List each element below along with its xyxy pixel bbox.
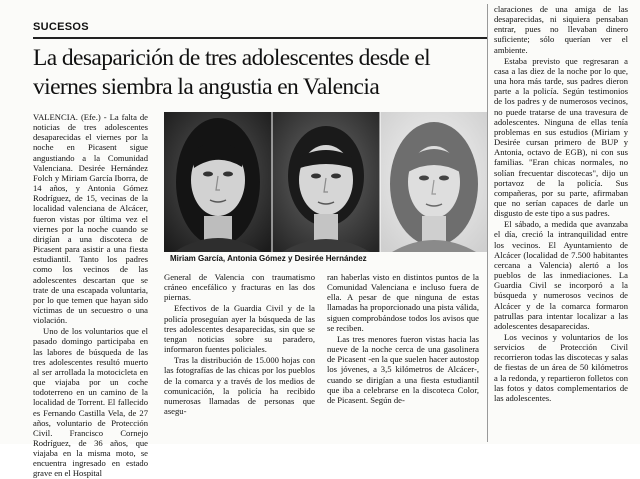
paragraph: Estaba previsto que regresaran a casa a las diez de la noche por lo que, una hora más tarde, sus padres dieron parte a la policía. Según testimonios de los padres y de numerosos vecinos, no puede tratarse de una travesura de adolescentes. Ninguna de ellas tenía problemas en sus estudios (Miriam y Desirée cursan primero de BUP y Antonia, octavo de EGB), ni con sus familias. "Eran chicas normales, no solían frecuentar discotecas", dijo un portavoz de la policía. Sus compañeras, por su parte, afirmaban que no serían capaces de darle un disgusto de este tipo a sus padres. bbox=[494, 55, 628, 219]
portrait-antonia bbox=[272, 112, 380, 252]
headline: La desaparición de tres adolescentes desde el viernes siembra la angustia en Valencia bbox=[33, 45, 431, 100]
paragraph: Tras la distribución de 15.000 hojas con las fotografías de las chicas por los pueblos de la comarca y a través de los medios de comunicación, la policía ha recibido numerosas llamadas de personas que asegu- bbox=[164, 355, 315, 417]
article-column-2 bbox=[164, 272, 315, 442]
paragraph: VALENCIA. (Efe.) - La falta de noticias de tres adolescentes desaparecidas el viernes por la noche en Picasent sigue angustiando a la Comunidad Valenciana. Desirée Hernández Folch y Miriam García Iborra, de 14 años, y Antonia Gómez Rodríguez, de 15, vecinas de la localidad valenciana de Alcácer, fueron vistas por última vez el viernes por la noche cuando se dirigían a una discoteca de Picasent para asistir a una fiesta estudiantil. Tanto los padres como los vecinos de las adolescentes descartan que se trate de una escapada voluntaria, por lo que temen que hayan sido víctimas de un secuestro o una violación. bbox=[33, 112, 148, 326]
column-divider bbox=[487, 4, 488, 442]
paragraph: Las tres menores fueron vistas hacia las nueve de la noche cerca de una gasolinera de Picasent -en la que suelen hacer autostop los jóvenes, a 3,5 kilómetros de Alcácer-, cuando se dirigían a una fiesta estudiantil que iba a celebrarse en la discoteca Color, de Picasent. Según de- bbox=[327, 333, 479, 405]
paragraph: Los vecinos y voluntarios de los servicios de Protección Civil recorrieron todas las discotecas y salas de fiestas de un área de 50 kilómetros a la redonda, y repartieron folletos con las fotos y datos complementarios de las adolescentes. bbox=[494, 332, 628, 403]
paragraph: Efectivos de la Guardia Civil y de la policía proseguían ayer la búsqueda de las tres adolescentes desaparecidas, sin que se tengan noticias sobre su paradero, informaron fuentes policiales. bbox=[164, 303, 315, 355]
section-rule bbox=[33, 37, 488, 39]
photo-block bbox=[164, 112, 488, 262]
paragraph: General de Valencia con traumatismo cráneo encefálico y fracturas en las dos piernas. bbox=[164, 272, 315, 303]
photo-caption: Miriam García, Antonia Gómez y Desirée Hernández bbox=[170, 254, 367, 263]
article-column-3 bbox=[327, 272, 479, 442]
portrait-desiree bbox=[380, 112, 488, 252]
paragraph: El sábado, a medida que avanzaba el día, creció la intranquilidad entre los vecinos. El Ayuntamiento de Alcácer (localidad de 7.500 habitantes cercana a Valencia) alertó a los pueblos de las inmediaciones. La Guardia Civil se incorporó a la búsqueda y numerosos vecinos de Alcácer y de la comarca formaron patrullas para intentar localizar a las adolescentes desaparecidas. bbox=[494, 219, 628, 331]
section-label: SUCESOS bbox=[33, 21, 89, 33]
article-column-4 bbox=[494, 4, 628, 444]
paragraph: ran haberlas visto en distintos puntos de la Comunidad Valenciana e incluso fuera de ella. A pesar de que ninguna de estas llamadas ha proporcionado una pista válida, siguen comprobándose todos los avisos que se reciben. bbox=[327, 272, 479, 333]
paragraph: claraciones de una amiga de las desaparecidas, ni siquiera pensaban entrar, pues no llevaban dinero suficiente; sólo querían ver el ambiente. bbox=[494, 4, 628, 55]
portrait-miriam bbox=[164, 112, 272, 252]
portrait-photos bbox=[164, 112, 488, 252]
paragraph: Uno de los voluntarios que el pasado domingo participaba en las labores de búsqueda de las tres adolescentes resultó muerto al ser arrollada la motocicleta en que viajaba por un coche todoterreno en un camino de la localidad de Torrent. El fallecido es Fernando Castilla Vela, de 27 años, voluntario de Protección Civil. Francisco Cornejo Rodríguez, de 36 años, que viajaba en la misma moto, se encuentra ingresado en estado grave en el Hospital bbox=[33, 326, 148, 479]
article-column-1 bbox=[33, 112, 148, 479]
portrait-photos-image bbox=[164, 112, 488, 252]
